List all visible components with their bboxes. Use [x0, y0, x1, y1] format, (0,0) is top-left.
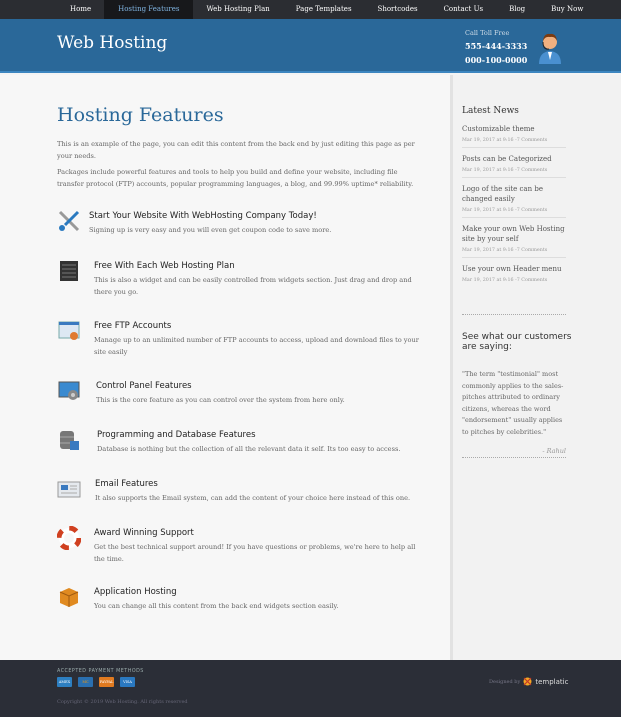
call-info — [465, 29, 527, 65]
feature-description: It also supports the Email system, can add the content of your choice here instead of this one. — [95, 494, 411, 502]
feature-title: Control Panel Features — [96, 381, 192, 391]
feature-description: Manage up to an unlimited number of FTP accounts to access, upload and download files to your site easily — [94, 336, 419, 356]
server-icon — [57, 259, 81, 283]
site-logo[interactable]: Web Hosting — [57, 33, 168, 53]
divider — [462, 457, 566, 458]
visa-card-icon: VISA — [120, 677, 135, 687]
templatic-logo-icon — [523, 677, 532, 686]
feature-description: This is also a widget and can be easily controlled from widgets section. Just drag and drop and there you go. — [94, 276, 412, 296]
feature-item — [57, 321, 427, 358]
lifebuoy-icon — [57, 526, 81, 550]
feature-title: Application Hosting — [94, 587, 177, 597]
designer-link[interactable]: templatic — [535, 677, 569, 686]
nav-blog[interactable]: Blog — [509, 5, 526, 13]
feature-description: Database is nothing but the collection of all the relevant data it self. Its too easy to access. — [97, 445, 401, 453]
intro-paragraph-2: Packages include powerful features and tools to help you build and define your website, including file transfer protocol (FTP) accounts, popular programming languages, a blog, and 99.99% uptime* reliability. — [57, 168, 414, 188]
footer — [0, 660, 621, 717]
nav-home[interactable]: Home — [70, 5, 92, 13]
copyright: Copyright © 2019 Web Hosting. All rights reserved — [57, 699, 188, 705]
amex-card-icon: AMEX — [57, 677, 72, 687]
feature-item — [57, 261, 427, 298]
news-item — [462, 224, 566, 258]
ftp-user-icon — [57, 319, 81, 343]
news-item — [462, 124, 566, 148]
designed-by-label: Designed by — [489, 678, 521, 685]
feature-item — [57, 479, 427, 504]
nav-hosting-features[interactable]: Hosting Features — [104, 0, 193, 19]
nav-web-hosting-plan[interactable]: Web Hosting Plan — [206, 5, 270, 13]
feature-item — [57, 587, 427, 612]
site-header — [0, 19, 621, 73]
paypal-card-icon: PAYPAL — [99, 677, 114, 687]
divider — [462, 314, 566, 315]
email-icon — [57, 477, 81, 501]
phone-1: 555-444-3333 — [465, 41, 528, 51]
call-label: Call Toll Free — [465, 29, 510, 37]
control-panel-icon — [57, 379, 81, 403]
support-agent-icon — [537, 30, 563, 64]
intro-paragraph-1: This is an example of the page, you can edit this content from the back end by just editing this page as per your needs. — [57, 140, 415, 160]
feature-title: Free FTP Accounts — [94, 321, 172, 331]
feature-description: You can change all this content from the back end widgets section easily. — [94, 602, 339, 610]
sidebar — [450, 75, 621, 660]
database-icon — [57, 428, 81, 452]
mastercard-icon: MC — [78, 677, 93, 687]
news-meta: Mar 19, 2017 at 9:16 -7 Comments — [462, 168, 548, 173]
news-item — [462, 264, 566, 287]
news-item — [462, 184, 566, 218]
feature-item — [57, 211, 427, 236]
news-meta: Mar 19, 2017 at 9:16 -7 Comments — [462, 208, 548, 213]
package-icon — [57, 585, 81, 609]
feature-title: Email Features — [95, 479, 158, 489]
nav-shortcodes[interactable]: Shortcodes — [377, 5, 418, 13]
news-title-link[interactable]: Use your own Header menu — [462, 265, 562, 273]
news-title-link[interactable]: Customizable theme — [462, 125, 535, 133]
nav-page-templates[interactable]: Page Templates — [295, 5, 352, 13]
feature-item — [57, 381, 427, 406]
feature-description: Get the best technical support around! If you have questions or problems, we're here to help all the time. — [94, 543, 416, 563]
tools-icon — [57, 209, 81, 233]
news-item — [462, 154, 566, 178]
testimonial-quote: "The term "testimonial" most commonly applies to the sales-pitches attributed to ordinary citizens, whereas the word "endorsement" usually applies to pitches by celebrities." — [462, 370, 564, 436]
payment-label: ACCEPTED PAYMENT METHODS — [57, 669, 144, 674]
feature-item — [57, 528, 427, 565]
feature-title: Start Your Website With WebHosting Company Today! — [89, 211, 317, 221]
feature-title: Free With Each Web Hosting Plan — [94, 261, 235, 271]
news-meta: Mar 19, 2017 at 9:16 -7 Comments — [462, 248, 548, 253]
feature-title: Award Winning Support — [94, 528, 194, 538]
main-content — [0, 75, 450, 660]
top-nav — [0, 0, 621, 19]
news-meta: Mar 19, 2017 at 9:16 -7 Comments — [462, 138, 548, 143]
feature-title: Programming and Database Features — [97, 430, 256, 440]
nav-contact-us[interactable]: Contact Us — [443, 5, 484, 13]
nav-buy-now[interactable]: Buy Now — [551, 5, 584, 13]
news-title-link[interactable]: Make your own Web Hosting site by your self — [462, 225, 565, 243]
feature-item — [57, 430, 427, 455]
testimonial-title: See what our customers are saying: — [462, 332, 572, 352]
testimonial-author: - Rahul — [542, 447, 566, 455]
news-list — [462, 124, 566, 293]
payment-cards — [57, 677, 135, 687]
designed-by — [489, 677, 568, 686]
page-title: Hosting Features — [57, 104, 224, 126]
latest-news-title: Latest News — [462, 106, 519, 116]
phone-2: 000-100-0000 — [465, 55, 528, 65]
feature-description: Signing up is very easy and you will even get coupon code to save more. — [89, 226, 332, 234]
news-meta: Mar 19, 2017 at 9:16 -7 Comments — [462, 278, 548, 283]
feature-description: This is the core feature as you can control over the system from here only. — [96, 396, 345, 404]
news-title-link[interactable]: Posts can be Categorized — [462, 155, 552, 163]
news-title-link[interactable]: Logo of the site can be changed easily — [462, 185, 543, 203]
